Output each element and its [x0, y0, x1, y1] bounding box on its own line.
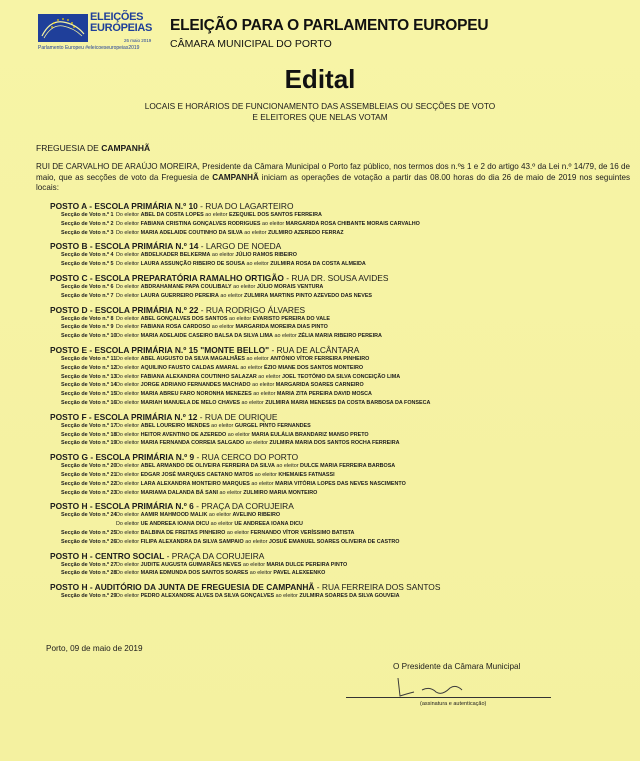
section-label: Secção de Voto n.º 23 [61, 489, 117, 496]
signature-icon [392, 672, 492, 700]
from-word: Do eleitor [116, 324, 140, 331]
voting-section-row [50, 292, 640, 301]
from-word: Do eleitor [116, 283, 140, 290]
posto-title: POSTO F - ESCOLA PRIMÁRIA N.º 12 [50, 411, 198, 422]
posto-heading [50, 582, 640, 592]
section-label: Secção de Voto n.º 20 [61, 463, 117, 470]
to-word: ao eleitor [220, 292, 243, 299]
to-voter: DULCE MARIA FERREIRA BARBOSA [300, 463, 396, 470]
section-label: Secção de Voto n.º 15 [61, 391, 117, 398]
logo-date: 26 maio 2019 [124, 38, 152, 43]
from-voter: MARIA ADELAIDE COUTINHO DA SILVA [140, 229, 243, 236]
from-word: Do eleitor [116, 593, 140, 600]
posto-title: POSTO D - ESCOLA PRIMÁRIA N.º 22 [50, 304, 199, 315]
from-word: Do eleitor [116, 399, 140, 406]
to-word: ao eleitor [261, 220, 285, 227]
voting-section-row [50, 364, 640, 373]
posto-title: POSTO H - AUDITÓRIO DA JUNTA DE FREGUESIA DE CAMPANHÃ [50, 582, 315, 593]
to-voter: MARIA DULCE PEREIRA PINTO [266, 561, 348, 568]
to-word: ao eleitor [275, 593, 298, 600]
voting-section-row [50, 561, 640, 570]
posto-heading [50, 305, 640, 315]
voting-section-row [50, 381, 640, 390]
voting-section-row [50, 422, 640, 431]
from-word: Do eleitor [116, 538, 140, 545]
posto-address: - RUA DR. SOUSA AVIDES [283, 272, 389, 283]
to-voter: ZULMIRA MARTINS PINTO AZEVEDO DAS NEVES [244, 292, 373, 299]
posto-address: - RUA RODRIGO ÁLVARES [198, 304, 306, 315]
to-word: ao eleitor [246, 261, 269, 268]
to-voter: MARIA EULÁLIA BRANDARIZ MANSO PRETO [251, 431, 369, 438]
from-voter: LAURA GUERREIRO PEREIRA [140, 292, 219, 299]
to-word: ao eleitor [249, 570, 272, 577]
preamble-paragraph: RUI DE CARVALHO DE ARAÚJO MOREIRA, Presidente da Câmara Municipal o Porto faz público, nos termos dos n.ºs 1 e 2 do artigo 43.º da Lei n.º 14/79, de 16 de maio, que as secções de voto da Freguesia de CAMPANHÃ iniciam as operações de votação a partir das 08.00 horas do dia 26 de maio de 2019 nos seguintes locais: [36, 162, 630, 192]
voting-section-row [50, 399, 640, 408]
section-label: Secção de Voto n.º 2 [61, 220, 114, 227]
from-voter: FILIPA ALEXANDRA DA SILVA SAMPAIO [140, 538, 244, 545]
from-word: Do eleitor [116, 570, 140, 577]
to-word: ao eleitor [252, 382, 275, 389]
posto-address: - RUA CERCO DO PORTO [194, 452, 299, 463]
to-word: ao eleitor [219, 489, 242, 496]
posto-address: - RUA FERREIRA DOS SANTOS [314, 582, 441, 593]
from-word: Do eleitor [116, 440, 140, 447]
voting-section-row [50, 489, 640, 498]
to-word: ao eleitor [211, 252, 235, 259]
section-label: Secção de Voto n.º 19 [61, 440, 117, 447]
to-word: ao eleitor [205, 212, 228, 218]
to-voter: JOSUÉ EMANUEL SOARES OLIVEIRA DE CASTRO [268, 538, 400, 545]
eu-parliament-flag-icon [38, 14, 88, 42]
from-word: Do eleitor [116, 422, 140, 429]
to-voter: ÉZIO MIANE DOS SANTOS MONTEIRO [264, 364, 364, 371]
to-word: ao eleitor [210, 521, 233, 528]
logo-footer: Parlamento Europeu #eleicoeseuropeias2019 [38, 45, 140, 51]
document-title: Edital [284, 64, 356, 94]
from-word: Do eleitor [116, 292, 140, 299]
signature-note: (assinatura e autenticação) [420, 701, 487, 707]
from-voter: ABEL ARMANDO DE OLIVEIRA FERREIRA DA SILVA [140, 463, 275, 470]
posto-address: - PRAÇA DA CORUJEIRA [164, 550, 265, 561]
posto-heading [50, 201, 640, 211]
to-voter: AVELINO RIBEIRO [232, 512, 281, 519]
from-voter: MARIA FERNANDA CORREIA SALGADO [140, 440, 245, 447]
posto-address: - LARGO DE NOEDA [198, 241, 282, 252]
section-label: Secção de Voto n.º 1 [61, 212, 114, 218]
posto-title: POSTO H - CENTRO SOCIAL [50, 550, 165, 561]
section-label: Secção de Voto n.º 16 [61, 399, 117, 406]
voting-section-row [50, 323, 640, 332]
to-voter: ZÉLIA MARIA RIBEIRO PEREIRA [298, 333, 382, 340]
voting-section-row [50, 431, 640, 440]
posto-title: POSTO E - ESCOLA PRIMÁRIA N.º 15 "MONTE BELLO" [50, 344, 270, 355]
from-voter: FABIANA ALEXANDRA COUTINHO SALAZAR [140, 373, 257, 380]
from-voter: UE ANDREEA IOANA DICU [140, 521, 210, 528]
to-word: ao eleitor [211, 422, 234, 429]
voting-section-row [50, 211, 640, 220]
from-voter: BALBINA DE FREITAS PINHEIRO [140, 529, 226, 536]
to-voter: PAVEL ALEXEENKO [273, 570, 326, 577]
posto-address: - RUA DO LAGARTEIRO [197, 201, 294, 211]
posto-address: - PRAÇA DA CORUJEIRA [193, 501, 294, 512]
section-label: Secção de Voto n.º 3 [61, 229, 114, 236]
from-word: Do eleitor [116, 471, 140, 478]
section-label: Secção de Voto n.º 5 [61, 261, 114, 268]
voting-section-row [50, 373, 640, 382]
signer-title: O Presidente da Câmara Municipal [393, 662, 521, 671]
to-voter: FERNANDO VÍTOR VERÍSSIMO BATISTA [250, 529, 355, 536]
header-title: ELEIÇÃO PARA O PARLAMENTO EUROPEU [170, 17, 489, 34]
to-voter: EZEQUIEL DOS SANTOS FERREIRA [228, 212, 322, 218]
to-voter: ZULMIRA MARIA MENESES DA COSTA BARBOSA DA FONSECA [265, 399, 431, 406]
from-word: Do eleitor [116, 463, 140, 470]
signature-line [346, 697, 551, 698]
voting-section-row [50, 538, 640, 547]
from-voter: LAURA ASSUNÇÃO RIBEIRO DE SOUSA [140, 261, 246, 268]
from-word: Do eleitor [116, 391, 140, 398]
section-label: Secção de Voto n.º 27 [61, 561, 117, 568]
to-word: ao eleitor [258, 373, 281, 380]
voting-section-row [50, 220, 640, 229]
to-voter: MARGARIDA MOREIRA DIAS PINTO [235, 324, 328, 331]
to-word: ao eleitor [242, 561, 265, 568]
from-voter: ABDELKADER BELKERMA [140, 252, 211, 259]
voting-section-row [50, 592, 640, 601]
from-voter: ABEL LOUREIRO MENDES [140, 422, 210, 429]
voting-section-row [50, 480, 640, 489]
from-word: Do eleitor [116, 212, 140, 218]
section-label: Secção de Voto n.º 25 [61, 529, 117, 536]
section-label: Secção de Voto n.º 6 [61, 283, 114, 290]
from-voter: ABEL DA COSTA LOPES [140, 212, 204, 218]
voting-section-row [50, 569, 640, 578]
from-voter: FABIANA CRISTINA GONÇALVES RODRIGUES [140, 220, 261, 227]
to-voter: ZULMIRA MARIA DOS SANTOS ROCHA FERREIRA [269, 440, 400, 447]
from-voter: HEITOR AVENTINO DE AZEREDO [140, 431, 227, 438]
voting-section-row [50, 439, 640, 448]
to-voter: ZULMIRO MARIA MONTEIRO [243, 489, 318, 496]
section-label: Secção de Voto n.º 21 [61, 471, 117, 478]
voting-section-row [50, 251, 640, 260]
section-label: Secção de Voto n.º 9 [61, 324, 114, 331]
from-word: Do eleitor [116, 252, 140, 259]
from-voter: MARIAMA DALANDA BÁ SANI [140, 489, 219, 496]
section-label: Secção de Voto n.º 17 [61, 422, 117, 429]
voting-section-row [50, 283, 640, 292]
voting-section-row [50, 511, 640, 520]
to-voter: UE ANDREEA IOANA DICU [234, 521, 303, 528]
from-word: Do eleitor [116, 382, 140, 389]
from-voter: EDGAR JOSÉ MARQUES CAETANO MATOS [140, 471, 254, 478]
voting-section-row [50, 229, 640, 238]
from-voter: FABIANA ROSA CARDOSO [140, 324, 211, 331]
to-word: ao eleitor [274, 333, 297, 340]
from-voter: JORGE ADRIANO FERNANDES MACHADO [140, 382, 251, 389]
to-word: ao eleitor [233, 283, 256, 290]
section-label: Secção de Voto n.º 29 [61, 593, 117, 600]
to-voter: EVARISTO PEREIRA DO VALE [252, 315, 331, 322]
to-voter: MARIA ZITA PEREIRA DAVID MOSCA [276, 391, 372, 398]
from-word: Do eleitor [116, 529, 140, 536]
from-word: Do eleitor [116, 220, 140, 227]
posto-heading [50, 501, 640, 511]
voting-section-extra-row [50, 520, 640, 529]
from-voter: MARIA EDMUNDA DOS SANTOS SOARES [140, 570, 249, 577]
to-voter: GURGEL PINTO FERNANDES [234, 422, 311, 429]
from-voter: LARA ALEXANDRA MONTEIRO MARQUES [140, 480, 250, 487]
to-word: ao eleitor [240, 364, 263, 371]
section-label: Secção de Voto n.º 10 [61, 333, 117, 340]
posto-heading [50, 452, 640, 462]
to-word: ao eleitor [245, 440, 268, 447]
to-word: ao eleitor [244, 229, 267, 236]
to-word: ao eleitor [253, 391, 276, 398]
from-voter: ABEL AUGUSTO DA SILVA MAGALHÃES [140, 355, 245, 362]
section-label: Secção de Voto n.º 4 [61, 252, 114, 259]
to-voter: ZULMIRO AZEREDO FERRAZ [267, 229, 344, 236]
to-voter: MARGARIDA ROSA CHIBANTE MORAIS CARVALHO [285, 220, 420, 227]
to-word: ao eleitor [228, 315, 252, 322]
to-word: ao eleitor [241, 399, 264, 406]
to-word: ao eleitor [246, 355, 269, 362]
section-label: Secção de Voto n.º 7 [61, 292, 114, 299]
section-label: Secção de Voto n.º 26 [61, 538, 117, 545]
from-voter: AQUILINO FAUSTO CALDAS AMARAL [140, 364, 239, 371]
voting-section-row [50, 332, 640, 341]
to-voter: JOEL TEOTÓNIO DA SILVA CONCEIÇÃO LIMA [281, 373, 401, 380]
from-word: Do eleitor [116, 489, 140, 496]
voting-section-row [50, 315, 640, 324]
from-voter: MARIAH MANUELA DE MELO CHAVES [140, 399, 241, 406]
from-voter: MARIA ABREU FARO NORONHA MENEZES [140, 391, 252, 398]
voting-section-row [50, 462, 640, 471]
section-label: Secção de Voto n.º 12 [61, 364, 117, 371]
from-word: Do eleitor [116, 315, 140, 322]
postos-list [50, 197, 640, 601]
from-word: Do eleitor [116, 355, 140, 362]
from-voter: PEDRO ALEXANDRE ALVES DA SILVA GONÇALVES [140, 593, 275, 600]
posto-heading [50, 551, 640, 561]
to-word: ao eleitor [226, 529, 250, 536]
to-voter: JÚLIO MORAIS VENTURA [256, 283, 324, 290]
posto-title: POSTO H - ESCOLA PRIMÁRIA N.º 6 [50, 501, 194, 512]
from-voter: MARIA ADELAIDE CASEIRO BALSA DA SILVA LIMA [140, 333, 273, 340]
section-label: Secção de Voto n.º 22 [61, 480, 117, 487]
section-label: Secção de Voto n.º 13 [61, 373, 117, 380]
header-subtitle: CÂMARA MUNICIPAL DO PORTO [170, 38, 332, 50]
to-word: ao eleitor [254, 471, 277, 478]
from-word: Do eleitor [116, 333, 140, 340]
to-word: ao eleitor [227, 431, 250, 438]
section-label: Secção de Voto n.º 14 [61, 382, 117, 389]
from-word: Do eleitor [116, 521, 140, 528]
section-label: Secção de Voto n.º 24 [61, 512, 117, 519]
from-voter: AAMIR MAHMOOD MALIK [140, 512, 208, 519]
elections-logo [38, 12, 163, 56]
from-word: Do eleitor [116, 364, 140, 371]
posto-heading [50, 273, 640, 283]
from-word: Do eleitor [116, 561, 140, 568]
to-word: ao eleitor [211, 324, 234, 331]
to-voter: ZULMIRA SOARES DA SILVA GOUVEIA [299, 593, 400, 600]
posto-title: POSTO C - ESCOLA PREPARATÓRIA RAMALHO ORTIGÃO [50, 272, 284, 283]
voting-section-row [50, 471, 640, 480]
from-word: Do eleitor [116, 431, 140, 438]
from-word: Do eleitor [116, 261, 140, 268]
voting-section-row [50, 529, 640, 538]
intro-text: LOCAIS E HORÁRIOS DE FUNCIONAMENTO DAS ASSEMBLEIAS OU SECÇÕES DE VOTO E ELEITORES QUE NELAS VOTAM [144, 101, 496, 122]
to-word: ao eleitor [208, 512, 232, 519]
posto-title: POSTO A - ESCOLA PRIMÁRIA N.º 10 [50, 201, 198, 211]
posto-heading [50, 241, 640, 251]
voting-section-row [50, 355, 640, 364]
section-label: Secção de Voto n.º 18 [61, 431, 117, 438]
posto-address: - RUA DE ALCÂNTARA [269, 344, 360, 355]
logo-title: ELEIÇÕES EUROPEIAS [90, 11, 153, 34]
from-word: Do eleitor [116, 373, 140, 380]
document-date: Porto, 09 de maio de 2019 [46, 644, 143, 653]
posto-title: POSTO B - ESCOLA PRIMÁRIA N.º 14 [50, 241, 199, 252]
posto-heading [50, 345, 640, 355]
posto-heading [50, 412, 640, 422]
voting-section-row [50, 390, 640, 399]
section-label: Secção de Voto n.º 11 [61, 355, 117, 362]
to-voter: MARGARIDA SOARES CARNEIRO [275, 382, 364, 389]
to-word: ao eleitor [276, 463, 299, 470]
from-voter: JUDITE AUGUSTA GUIMARÃES NEVES [140, 561, 242, 568]
from-voter: ABDRAHAMANE PAPA COULIBALY [140, 283, 232, 290]
voting-section-row [50, 260, 640, 269]
to-voter: ZULMIRA ROSA DA COSTA ALMEIDA [270, 261, 366, 268]
posto-address: - RUA DE OURIQUE [197, 411, 278, 422]
to-word: ao eleitor [245, 538, 268, 545]
to-word: ao eleitor [251, 480, 274, 487]
section-label: Secção de Voto n.º 28 [61, 570, 117, 577]
to-voter: KHEMAIES FATNASSI [278, 471, 335, 478]
to-voter: JÚLIO RAMOS RIBEIRO [235, 252, 297, 259]
posto-title: POSTO G - ESCOLA PRIMÁRIA N.º 9 [50, 452, 195, 463]
section-label: Secção de Voto n.º 8 [61, 315, 114, 322]
from-word: Do eleitor [116, 229, 140, 236]
from-word: Do eleitor [116, 512, 140, 519]
from-voter: ABEL GONÇALVES DOS SANTOS [140, 315, 228, 322]
from-word: Do eleitor [116, 480, 140, 487]
to-voter: ANTÓNIO VÍTOR FERREIRA PINHEIRO [270, 355, 370, 362]
to-voter: MARIA VITÓRIA LOPES DAS NEVES NASCIMENTO [275, 480, 406, 487]
freguesia-heading: FREGUESIA DE CAMPANHÃ [36, 143, 151, 153]
